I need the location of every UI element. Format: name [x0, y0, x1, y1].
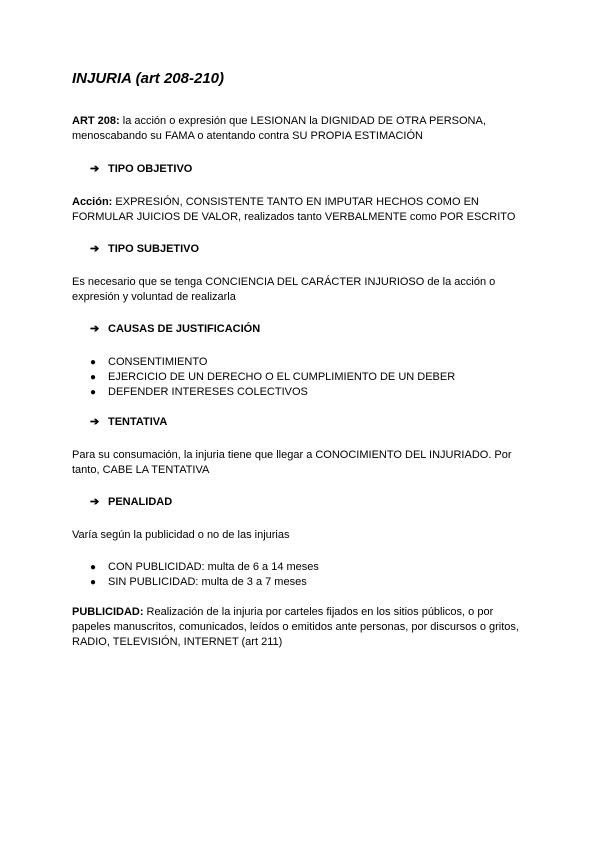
- heading-label: TIPO SUBJETIVO: [108, 243, 200, 255]
- bullet-icon: ●: [90, 577, 97, 588]
- art208-label: ART 208:: [72, 115, 120, 127]
- causas-list: [72, 355, 528, 400]
- heading-label: PENALIDAD: [108, 496, 173, 508]
- heading-causas-justificacion: [90, 322, 528, 337]
- penalidad-paragraph: Varía según la publicidad o no de las injurias: [72, 529, 290, 541]
- heading-label: TIPO OBJETIVO: [108, 163, 193, 175]
- penalidad-list: [72, 560, 528, 590]
- heading-label: TENTATIVA: [108, 416, 168, 428]
- list-item: ● EJERCICIO DE UN DERECHO O EL CUMPLIMIENTO DE UN DEBER: [90, 371, 456, 383]
- list-item: ● DEFENDER INTERESES COLECTIVOS: [90, 386, 308, 398]
- heading-tentativa: [90, 415, 528, 430]
- bullet-icon: ●: [90, 562, 97, 573]
- art208-text: la acción o expresión que LESIONAN la DIGNIDAD DE OTRA PERSONA, menoscabando su FAMA o atentando contra SU PROPIA ESTIMACIÓN: [72, 115, 486, 142]
- arrow-icon: ➔: [90, 243, 100, 255]
- list-item: ● CON PUBLICIDAD: multa de 6 a 14 meses: [90, 561, 319, 573]
- tipo-subjetivo-paragraph: Es necesario que se tenga CONCIENCIA DEL CARÁCTER INJURIOSO de la acción o expresión y voluntad de realizarla: [72, 276, 496, 303]
- list-item: ● CONSENTIMIENTO: [90, 356, 208, 368]
- bullet-icon: ●: [90, 387, 97, 398]
- publicidad-label: PUBLICIDAD:: [72, 606, 144, 618]
- art208-paragraph: [72, 114, 528, 144]
- arrow-icon: ➔: [90, 496, 100, 508]
- publicidad-paragraph: [72, 605, 528, 650]
- arrow-icon: ➔: [90, 163, 100, 175]
- tentativa-paragraph: Para su consumación, la injuria tiene que llegar a CONOCIMIENTO DEL INJURIADO. Por tanto, CABE LA TENTATIVA: [72, 449, 512, 476]
- heading-label: CAUSAS DE JUSTIFICACIÓN: [108, 323, 261, 335]
- publicidad-text: Realización de la injuria por carteles fijados en los sitios públicos, o por papeles manuscritos, comunicados, leídos o emitidos ante personas, por discursos o gritos, RADIO, TELEVISIÓN, INTERNET (art 211): [72, 606, 519, 648]
- arrow-icon: ➔: [90, 416, 100, 428]
- bullet-icon: ●: [90, 357, 97, 368]
- arrow-icon: ➔: [90, 323, 100, 335]
- heading-tipo-objetivo: [90, 162, 528, 177]
- document-title: INJURIA (art 208-210): [72, 70, 224, 87]
- heading-penalidad: [90, 495, 528, 510]
- heading-tipo-subjetivo: [90, 242, 528, 257]
- accion-paragraph: [72, 195, 528, 225]
- list-item: ● SIN PUBLICIDAD: multa de 3 a 7 meses: [90, 576, 307, 588]
- accion-text: EXPRESIÓN, CONSISTENTE TANTO EN IMPUTAR HECHOS COMO EN FORMULAR JUICIOS DE VALOR, realizados tanto VERBALMENTE como POR ESCRITO: [72, 196, 516, 223]
- accion-label: Acción:: [72, 196, 113, 208]
- bullet-icon: ●: [90, 372, 97, 383]
